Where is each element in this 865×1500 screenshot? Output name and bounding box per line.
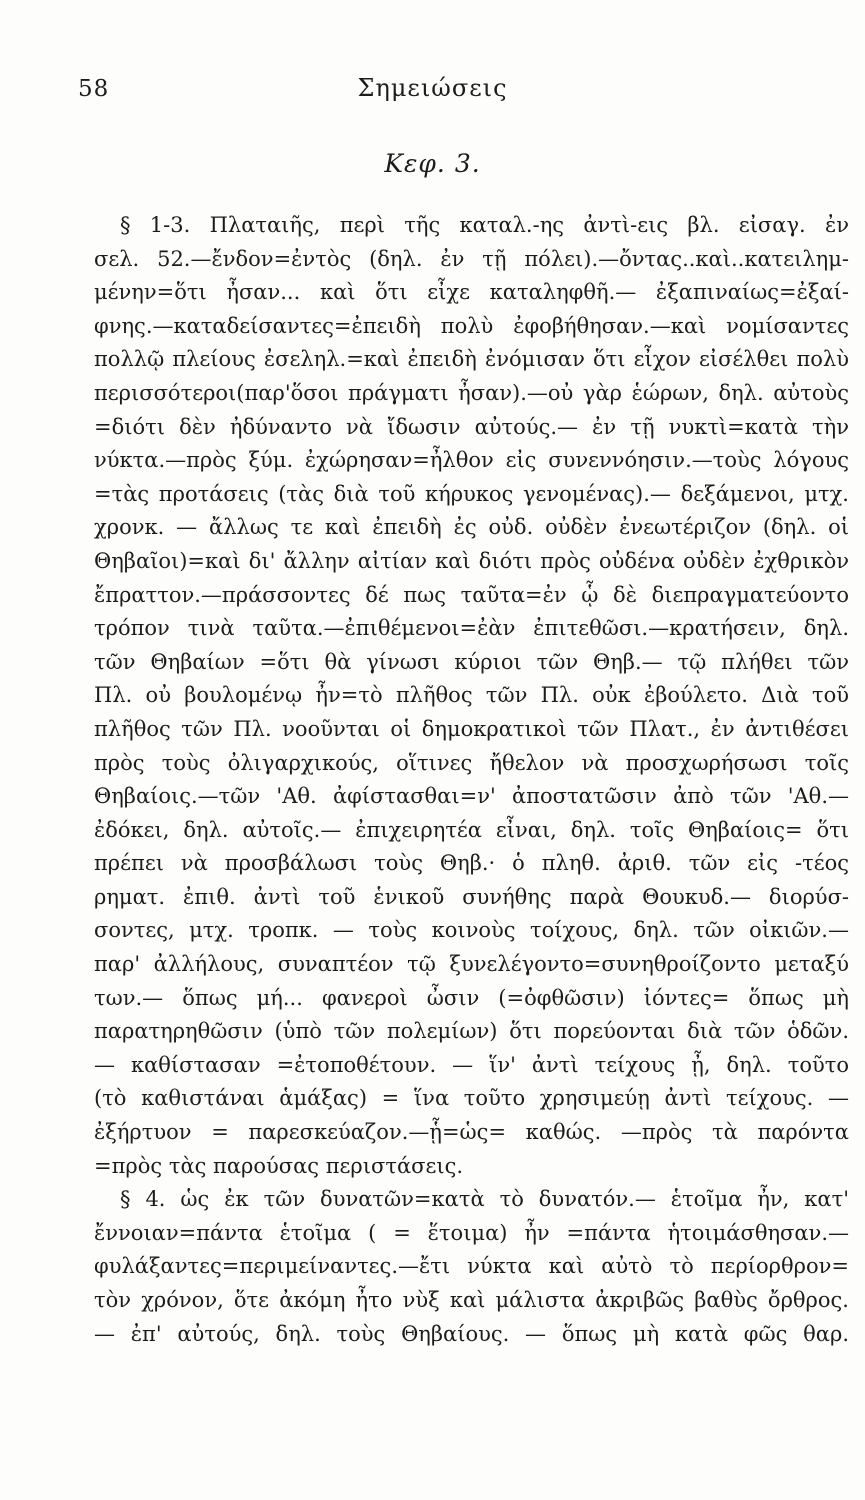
text-line: νύκτα.—πρὸς ξύμ. ἐχώρησαν=ἦλθον εἰς συνεννόησιν.—τοὺς λόγους	[94, 448, 849, 473]
text-line: (τὸ καθιστάναι ἁμάξας) = ἵνα τοῦτο χρησιμεύῃ ἀντὶ τείχους. —	[94, 1086, 849, 1111]
text-line: σοντες, μτχ. τροπκ. — τοὺς κοινοὺς τοίχους, δηλ. τῶν οἰκιῶν.—	[94, 918, 849, 943]
page-number: 58	[78, 76, 110, 102]
text-line: πρὸς τοὺς ὀλιγαρχικούς, οἵτινες ἤθελον νὰ προσχωρήσωσι τοῖς	[94, 750, 849, 775]
text-line: Πλ. οὐ βουλομένῳ ἦν=τὸ πλῆθος τῶν Πλ. οὐκ ἐβούλετο. Διὰ τοῦ	[94, 683, 849, 708]
text-line: =τὰς προτάσεις (τὰς διὰ τοῦ κήρυκος γενομένας).— δεξάμενοι, μτχ.	[94, 481, 849, 506]
chapter-heading: Κεφ. 3.	[384, 149, 481, 178]
text-line: Θηβαίοις.—τῶν 'Αθ. ἀφίστασθαι=ν' ἀποστατῶσιν ἀπὸ τῶν 'Αθ.—	[94, 784, 849, 809]
text-line: χρονκ. — ἄλλως τε καὶ ἐπειδὴ ἐς οὐδ. οὐδὲν ἐνεωτέριζον (δηλ. οἱ	[94, 515, 849, 540]
text-line: ἐδόκει, δηλ. αὐτοῖς.— ἐπιχειρητέα εἶναι, δηλ. τοῖς Θηβαίοις= ὅτι	[94, 817, 849, 842]
text-line: =πρὸς τὰς παρούσας περιστάσεις.	[94, 1153, 464, 1178]
text-line: =διότι δὲν ἠδύναντο νὰ ἴδωσιν αὐτούς.— ἐν τῇ νυκτὶ=κατὰ τὴν	[94, 414, 849, 439]
text-line: σελ. 52.—ἔνδον=ἐντὸς (δηλ. ἐν τῇ πόλει).—ὄντας..καὶ..κατειλημ-	[94, 246, 849, 271]
text-line: μένην=ὅτι ἦσαν... καὶ ὅτι εἶχε καταληφθῆ.— ἐξαπιναίως=ἐξαί-	[94, 280, 849, 305]
text-line: περισσότεροι(παρ'ὅσοι πράγματι ἦσαν).—οὐ γὰρ ἑώρων, δηλ. αὐτοὺς	[94, 380, 849, 405]
text-line: § 4. ὡς ἐκ τῶν δυνατῶν=κατὰ τὸ δυνατόν.— ἑτοῖμα ἦν, κατ'	[120, 1187, 849, 1212]
text-line: Θηβαῖοι)=καὶ δι' ἄλλην αἰτίαν καὶ διότι πρὸς οὐδένα οὐδὲν ἐχθρικὸν	[94, 548, 849, 573]
text-line: — ἐπ' αὐτούς, δηλ. τοὺς Θηβαίους. — ὅπως μὴ κατὰ φῶς θαρ.	[94, 1321, 849, 1346]
text-line: φυλάξαντες=περιμείναντες.—ἔτι νύκτα καὶ αὐτὸ τὸ περίορθρον=	[94, 1254, 849, 1279]
text-line: ἐξήρτυον = παρεσκεύαζον.—ᾗ=ὡς= καθώς. —πρὸς τὰ παρόντα	[94, 1120, 849, 1145]
text-line: των.— ὅπως μή... φανεροὶ ὦσιν (=ὀφθῶσιν) ἰόντες= ὅπως μὴ	[94, 985, 849, 1010]
text-line: πρέπει νὰ προσβάλωσι τοὺς Θηβ.· ὁ πληθ. ἀριθ. τῶν εἰς -τέος	[94, 851, 849, 876]
text-line: — καθίστασαν =ἐτοποθέτουν. — ἵν' ἀντὶ τείχους ᾖ, δηλ. τοῦτο	[94, 1052, 849, 1077]
text-line: τρόπον τινὰ ταῦτα.—ἐπιθέμενοι=ἐὰν ἐπιτεθῶσι.—κρατήσειν, δηλ.	[94, 616, 849, 641]
text-line: πλῆθος τῶν Πλ. νοοῦνται οἱ δημοκρατικοὶ τῶν Πλατ., ἐν ἀντιθέσει	[94, 716, 849, 741]
notes-body	[94, 209, 849, 1351]
text-line: φνης.—καταδείσαντες=ἐπειδὴ πολὺ ἐφοβήθησαν.—καὶ νομίσαντες	[94, 313, 849, 338]
text-line: ἔννοιαν=πάντα ἑτοῖμα ( = ἕτοιμα) ἦν =πάντα ἡτοιμάσθησαν.—	[94, 1220, 849, 1245]
text-line: πολλῷ πλείους ἐσεληλ.=καὶ ἐπειδὴ ἐνόμισαν ὅτι εἶχον εἰσέλθει πολὺ	[94, 347, 849, 372]
text-line: τὸν χρόνον, ὅτε ἀκόμη ἦτο νὺξ καὶ μάλιστα ἀκριβῶς βαθὺς ὄρθρος.	[94, 1288, 849, 1312]
text-line: ρηματ. ἐπιθ. ἀντὶ τοῦ ἑνικοῦ συνήθης παρὰ Θουκυδ.— διορύσ-	[94, 884, 849, 909]
text-line: § 1-3. Πλαταιῆς, περὶ τῆς καταλ.-ης ἀντὶ-εις βλ. εἰσαγ. ἐν	[120, 213, 849, 237]
text-line: ἔπραττον.—πράσσοντες δέ πως ταῦτα=ἐν ᾧ δὲ διεπραγματεύοντο	[94, 582, 849, 607]
text-line: παρ' ἀλλήλους, συναπτέον τῷ ξυνελέγοντο=συνηθροίζοντο μεταξύ	[94, 952, 849, 977]
text-line: παρατηρηθῶσιν (ὑπὸ τῶν πολεμίων) ὅτι πορεύονται διὰ τῶν ὁδῶν.	[94, 1019, 849, 1044]
text-line: τῶν Θηβαίων =ὅτι θὰ γίνωσι κύριοι τῶν Θηβ.— τῷ πλήθει τῶν	[94, 649, 849, 674]
running-head: Σημειώσεις	[357, 74, 508, 102]
